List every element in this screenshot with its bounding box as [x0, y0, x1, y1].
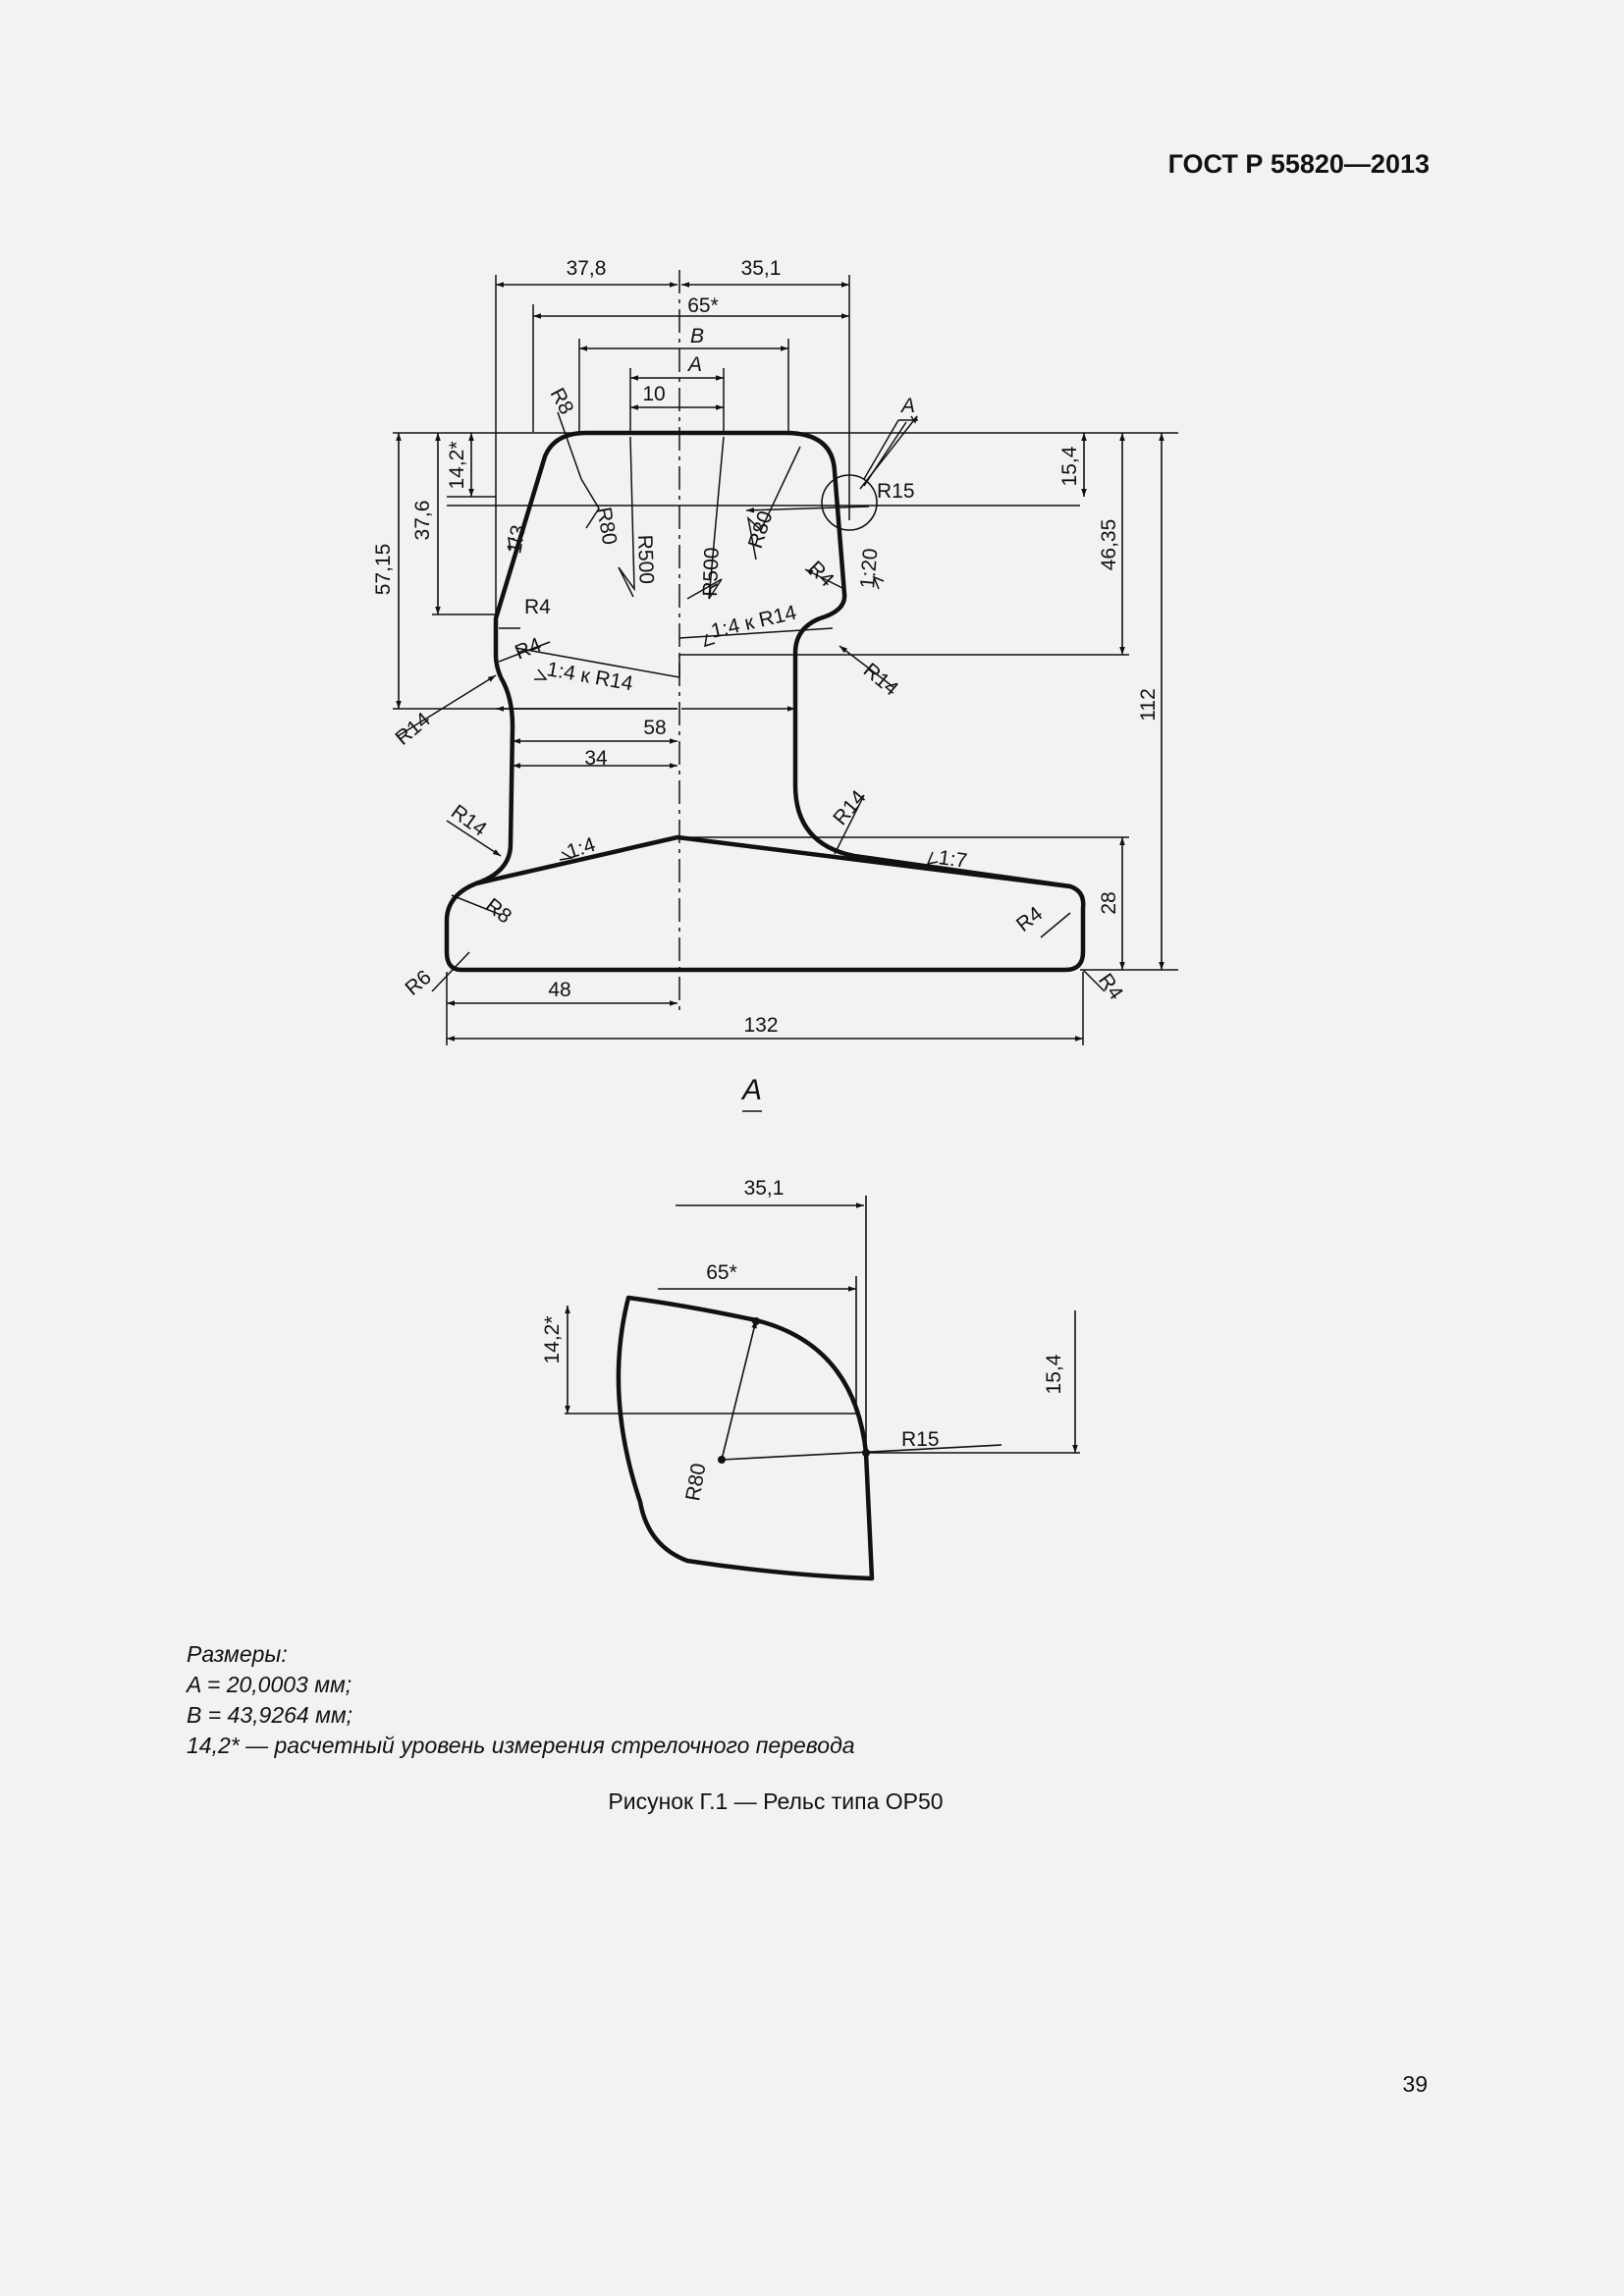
label-slope-1-7: 1:7 — [937, 846, 969, 874]
label-slope-head-right: 1:4 к R14 — [708, 601, 799, 643]
dimension-lines — [399, 285, 1162, 1039]
label-slope-1-20: 1:20 — [856, 547, 883, 590]
detail-lines — [565, 1196, 1080, 1460]
detail-dim-15-4: 15,4 — [1043, 1354, 1065, 1395]
dim-28: 28 — [1098, 891, 1120, 915]
label-r14-right-upper: R14 — [858, 659, 903, 701]
label-slope-head-left: 1:4 к R14 — [545, 658, 635, 696]
dim-132: 132 — [743, 1014, 779, 1037]
label-r500-left: R500 — [633, 534, 658, 585]
label-r80-right: R80 — [743, 507, 778, 552]
figure-caption: Рисунок Г.1 — Рельс типа ОР50 — [608, 1789, 944, 1814]
detail-view-title: A — [741, 1074, 763, 1106]
notes-heading: Размеры: — [187, 1641, 288, 1667]
dim-A: A — [687, 353, 703, 376]
dim-48: 48 — [548, 979, 571, 1001]
dim-14-2: 14,2* — [446, 441, 468, 490]
notes-line-c: 14,2* — расчетный уровень измерения стрелочного перевода — [187, 1733, 855, 1758]
dim-65: 65* — [687, 294, 719, 317]
detail-r15-point — [862, 1449, 870, 1457]
notes-line-a: A = 20,0003 мм; — [187, 1672, 352, 1697]
dim-112: 112 — [1137, 688, 1160, 721]
label-r14-right-lower: R14 — [829, 785, 871, 830]
dim-37-8: 37,8 — [566, 257, 607, 280]
label-r15: R15 — [877, 480, 915, 503]
label-view-a: A — [901, 395, 916, 417]
main-view-text — [372, 257, 1160, 1037]
dim-15-4: 15,4 — [1058, 446, 1081, 487]
label-r4-left-upper: R4 — [524, 596, 551, 618]
detail-dim-35-1: 35,1 — [743, 1177, 785, 1200]
label-slope-1-3: 1:3 — [503, 523, 530, 556]
page-number: 39 — [1402, 2071, 1428, 2097]
dim-B: B — [689, 325, 705, 347]
detail-label-r80: R80 — [681, 1461, 711, 1503]
label-r4-left-lower: R4 — [512, 633, 545, 665]
label-r8-top: R8 — [545, 384, 578, 419]
dim-46-35: 46,35 — [1098, 518, 1120, 571]
dim-37-6: 37,6 — [411, 500, 434, 541]
detail-dim-14-2: 14,2* — [541, 1315, 564, 1364]
document-header: ГОСТ Р 55820—2013 — [1167, 149, 1430, 179]
extension-lines — [393, 275, 1178, 1045]
detail-r80-center — [718, 1456, 726, 1464]
dim-34: 34 — [584, 747, 608, 770]
label-r4-base-right: R4 — [1011, 902, 1048, 936]
label-r4-base-corner: R4 — [1093, 969, 1128, 1004]
detail-r80-point — [752, 1317, 760, 1325]
detail-dim-65: 65* — [706, 1261, 737, 1284]
label-r8-base: R8 — [480, 893, 516, 929]
dim-57-15: 57,15 — [372, 543, 395, 596]
dim-58: 58 — [643, 717, 667, 739]
dim-10: 10 — [642, 383, 666, 405]
notes-line-b: B = 43,9264 мм; — [187, 1702, 353, 1728]
detail-profile — [619, 1298, 872, 1578]
dimension-notes — [187, 1639, 855, 1761]
label-r14-left-upper: R14 — [391, 708, 435, 750]
label-r4-head-right: R4 — [803, 557, 839, 592]
label-slope-1-4: 1:4 — [564, 832, 599, 864]
label-r500-right: R500 — [699, 547, 724, 598]
label-r14-left-lower: R14 — [447, 800, 491, 841]
detail-label-r15: R15 — [901, 1428, 940, 1451]
label-r6: R6 — [401, 965, 436, 1000]
label-r80-left: R80 — [592, 505, 622, 547]
dim-35-1: 35,1 — [740, 257, 782, 280]
